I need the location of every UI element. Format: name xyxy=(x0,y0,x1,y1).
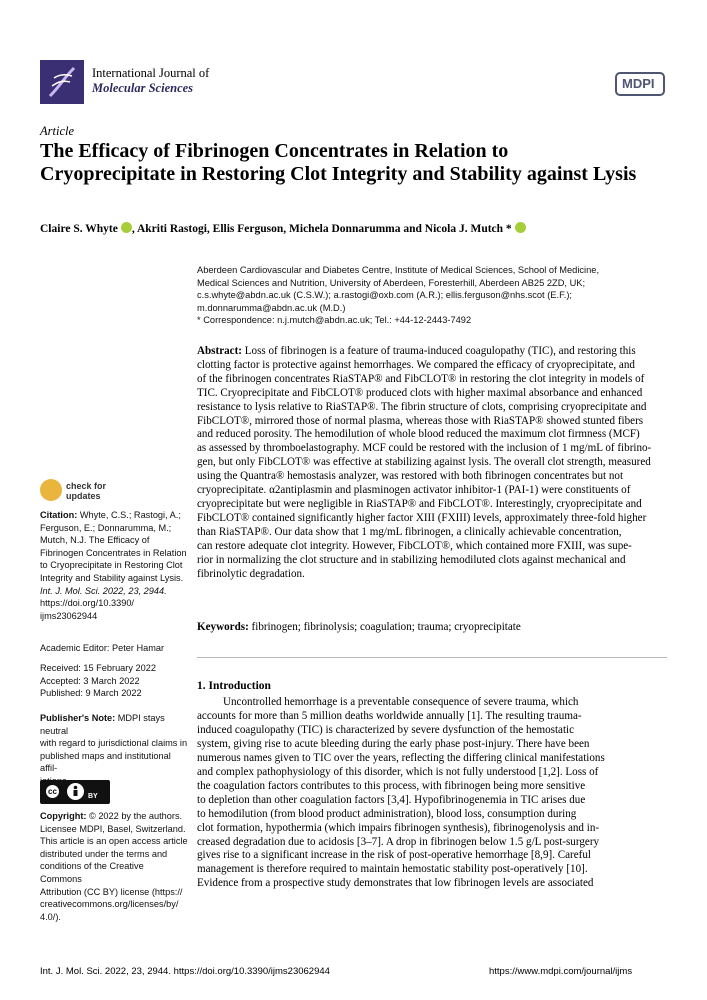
citation-line: Integrity and Stability against Lysis. xyxy=(40,572,184,583)
copyright-line: distributed under the terms and xyxy=(40,848,168,859)
citation-doi-link[interactable]: https://doi.org/10.3390/ xyxy=(40,598,134,609)
intro-line: clot formation, hypothermia (which impairs fibrinogen synthesis), fibrinogenolysis and in- xyxy=(197,821,600,834)
abstract-line: rior in normalizing the clot structure and in stabilizing hemodiluted clots against mechanical and xyxy=(197,553,626,566)
citation-label: Citation: xyxy=(40,510,78,520)
published-date: Published: 9 March 2022 xyxy=(40,688,142,699)
check-updates-line2: updates xyxy=(66,491,101,501)
check-for-updates-button[interactable] xyxy=(40,479,152,505)
check-updates-line1: check for xyxy=(66,481,107,491)
intro-line: accounts for more than 5 million deaths worldwide annually [1]. The resulting trauma- xyxy=(197,709,582,722)
abstract-label: Abstract: xyxy=(197,345,242,357)
publisher-note xyxy=(40,712,188,788)
footer-citation: Int. J. Mol. Sci. 2022, 23, 2944. https://doi.org/10.3390/ijms23062944 xyxy=(40,966,330,977)
correspondence-line: * Correspondence: n.j.mutch@abdn.ac.uk; Tel.: +44-12-2443-7492 xyxy=(197,315,472,326)
keywords-text: fibrinogen; fibrinolysis; coagulation; trauma; cryoprecipitate xyxy=(248,621,521,633)
article-type: Article xyxy=(40,124,75,138)
author-first: Claire S. Whyte xyxy=(40,223,118,235)
citation-block xyxy=(40,509,188,622)
intro-line: and complex pathophysiology of this disorder, which is not fully understood [1,2]. Loss of xyxy=(197,765,599,778)
license-link[interactable]: creativecommons.org/licenses/by/ xyxy=(40,899,179,910)
copyright-line: This article is an open access article xyxy=(40,836,188,847)
affiliation-line: c.s.whyte@abdn.ac.uk (C.S.W.); a.rastogi@oxb.com (A.R.); ellis.ferguson@nhs.scot (E.F.); xyxy=(197,290,573,301)
journal-name xyxy=(92,66,209,96)
creative-commons-icon: cc xyxy=(44,783,61,800)
intro-line: system, giving rise to acute bleeding during the early phase post-injury. There have been xyxy=(197,737,590,750)
received-date: Received: 15 February 2022 xyxy=(40,663,156,673)
dna-helix-icon xyxy=(40,60,84,104)
mdpi-logo[interactable] xyxy=(615,72,665,96)
intro-line: gives rise to a significant increase in the risk of post-operative hemorrhage [8,9]. Careful xyxy=(197,849,592,862)
intro-line: induced coagulopathy (TIC) is characterized by severe dysfunction of the hemostatic xyxy=(197,723,575,736)
check-updates-text xyxy=(66,481,106,501)
intro-line: Evidence from a prospective study demonstrates that low fibrinogen levels are associated xyxy=(197,877,594,890)
check-updates-icon xyxy=(40,479,62,501)
intro-line: creased degradation due to acidosis [3–7]. A drop in fibrinogen below 1.5 g/L post-surgery xyxy=(197,835,600,848)
keywords-label: Keywords: xyxy=(197,621,249,633)
intro-line: the coagulation factors contributes to this process, with fibrinogen being more sensitive xyxy=(197,779,586,792)
affiliation-block xyxy=(197,264,667,327)
section-divider xyxy=(197,657,667,658)
publisher-note-line: published maps and institutional affil- xyxy=(40,750,171,774)
abstract-line: using the Quantra® hemostasis analyzer, was restored with both fibrinogen concentrates but not xyxy=(197,470,624,483)
cc-by-license-badge[interactable] xyxy=(40,780,110,804)
abstract-line: FibCLOT®, mirrored those of normal plasma, whereas those with RiaSTAP® showed stunted fibers xyxy=(197,414,644,427)
abstract-line: can restore adequate clot integrity. However, FibCLOT®, which contained more FXIII, was supe- xyxy=(197,539,632,552)
affiliation-line: Medical Sciences and Nutrition, University of Aberdeen, Foresterhill, Aberdeen AB25 2ZD, UK; xyxy=(197,277,586,288)
orcid-icon[interactable] xyxy=(515,222,526,233)
dates-block xyxy=(40,662,188,700)
copyright-label: Copyright: xyxy=(40,811,87,821)
abstract-line: clotting factor is protective against hemorrhages. We compared the efficacy of cryoprecipitate, and xyxy=(197,358,635,371)
affiliation-line: m.donnarumma@abdn.ac.uk (M.D.) xyxy=(197,302,346,313)
abstract-line: as assessed by thromboelastography. MCF could be restored with the inclusion of 1 mg/mL of fibrino- xyxy=(197,442,652,455)
by-label: BY xyxy=(88,793,98,800)
orcid-icon[interactable] xyxy=(121,222,132,233)
footer-journal-link[interactable]: https://www.mdpi.com/journal/ijms xyxy=(489,966,633,977)
affiliation-line: Aberdeen Cardiovascular and Diabetes Centre, Institute of Medical Sciences, School of Medicine, xyxy=(197,265,600,275)
section-heading: 1. Introduction xyxy=(197,680,271,692)
intro-line: to depletion than other coagulation factors [3,4]. Hypofibrinogenemia in TIC arises due xyxy=(197,793,586,806)
journal-logo-icon xyxy=(40,60,84,104)
accepted-date: Accepted: 3 March 2022 xyxy=(40,675,140,686)
copyright-line: Licensee MDPI, Basel, Switzerland. xyxy=(40,823,186,834)
mdpi-logo-text: MDPI xyxy=(622,76,655,91)
copyright-block xyxy=(40,810,188,923)
citation-line: Mutch, N.J. The Efficacy of xyxy=(40,535,150,546)
intro-line: Uncontrolled hemorrhage is a preventable consequence of severe trauma, which xyxy=(223,696,579,708)
abstract-line: TIC. Cryoprecipitate and FibCLOT® produced clots with higher maximal absorbance and enhanced xyxy=(197,386,643,399)
journal-name-line1: International Journal of xyxy=(92,66,210,80)
abstract-line: cryoprecipitate. α2antiplasmin and plasminogen activator inhibitor-1 (PAI-1) were constituents of xyxy=(197,484,631,497)
citation-line: Whyte, C.S.; Rastogi, A.; xyxy=(77,510,181,520)
abstract-line: Loss of fibrinogen is a feature of trauma-induced coagulopathy (TIC), and restoring this xyxy=(241,345,636,357)
abstract-line: and reduced porosity. The hemodilution of whole blood reduced the maximum clot firmness (MCF) xyxy=(197,428,640,441)
citation-doi-link[interactable]: ijms23062944 xyxy=(40,610,98,621)
intro-line: management is therefore required to maintain hemostatic stability post-operatively [10]. xyxy=(197,863,588,876)
abstract-line: gen, but only FibCLOT® was effective at stabilizing against lysis. The overall clot strength, measured xyxy=(197,456,651,469)
article-title: The Efficacy of Fibrinogen Concentrates in Relation to Cryoprecipitate in Restoring Clot Integrity and Stability against Lysis xyxy=(40,140,637,185)
author-list xyxy=(40,222,640,235)
keywords xyxy=(197,621,667,635)
copyright-line: Attribution (CC BY) license (https:// xyxy=(40,886,183,897)
citation-line: Fibrinogen Concentrates in Relation xyxy=(40,547,187,558)
abstract-line: resistance to lysis relative to RiaSTAP®. The fibrin structure of clots, comprising cryoprecipitate and xyxy=(197,400,647,413)
author-rest: , Akriti Rastogi, Ellis Ferguson, Michela Donnarumma and Nicola J. Mutch * xyxy=(131,223,512,235)
intro-line: to hemodilution (from blood product administration), blood loss, consumption during xyxy=(197,807,577,820)
abstract xyxy=(197,345,667,581)
copyright-line: © 2022 by the authors. xyxy=(86,811,183,821)
attribution-person-icon xyxy=(67,783,84,800)
abstract-line: than RiaSTAP®. Our data show that 1 mg/mL fibrinogen, a clinically achievable concentration, xyxy=(197,525,622,538)
intro-line: numerous names given to TIC over the years, reflecting the differing clinical manifestations xyxy=(197,751,605,764)
journal-name-line2: Molecular Sciences xyxy=(92,81,194,95)
introduction-body xyxy=(197,696,667,891)
copyright-line: conditions of the Creative Commons xyxy=(40,861,144,884)
abstract-line: cryoprecipitate but were negligible in RiaSTAP® and FibCLOT®. Interestingly, cryoprecipitate and xyxy=(197,497,642,510)
publisher-note-label: Publisher's Note: xyxy=(40,713,116,723)
academic-editor: Academic Editor: Peter Hamar xyxy=(40,643,165,653)
citation-line: to Cryoprecipitate in Restoring Clot xyxy=(40,560,183,571)
abstract-line: of the fibrinogen concentrates RiaSTAP® and FibCLOT® in restoring the clot integrity in models of xyxy=(197,372,645,385)
citation-line: Ferguson, E.; Donnarumma, M.; xyxy=(40,522,172,533)
citation-line: Int. J. Mol. Sci. 2022, 23, 2944. xyxy=(40,585,167,596)
publisher-note-line: with regard to jurisdictional claims in xyxy=(40,738,188,749)
abstract-line: fibrinolytic degradation. xyxy=(197,567,305,580)
publisher-note-line: MDPI stays neutral xyxy=(40,713,165,736)
abstract-line: FibCLOT® contained significantly higher factor XIII (FXIII) levels, approximately three-fold higher xyxy=(197,511,647,524)
license-link[interactable]: 4.0/). xyxy=(40,911,61,922)
